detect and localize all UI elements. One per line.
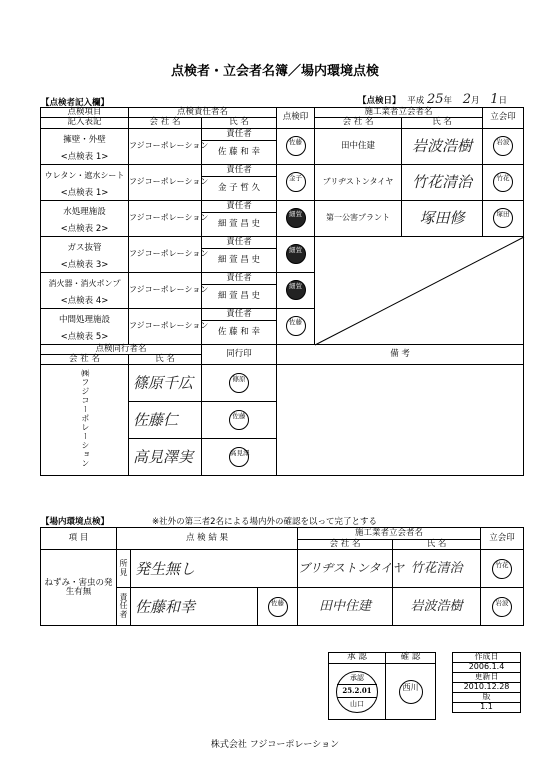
row2-witness-seal-cell (483, 164, 524, 200)
header-item-sub: 記入表記 (41, 118, 129, 128)
header-name: 氏 名 (202, 118, 277, 128)
companion3-name: 高見澤実 (129, 439, 202, 476)
row3-witness-company: 第一公害プラント (315, 200, 402, 236)
date-day-unit: 日 (498, 96, 507, 106)
row3-seal-cell (277, 200, 315, 236)
companion2-name: 佐藤仁 (129, 402, 202, 439)
row3-sheet: <点検表 2> (41, 224, 129, 236)
env-header-name: 氏 名 (393, 540, 481, 550)
env-item: ねずみ・害虫の発生有無 (41, 550, 117, 626)
confirm-header: 確 認 (386, 653, 436, 664)
row4-company: フジコーポレーション (129, 236, 202, 272)
row1-name: 佐 藤 和 幸 (202, 140, 277, 164)
companion2-seal: 佐藤 (229, 410, 249, 430)
env-header-witness: 施工業者立会者名 (298, 528, 481, 540)
companion2-seal-cell (202, 402, 277, 439)
updated-label: 更新日 (453, 673, 521, 683)
companion1-seal-cell (202, 365, 277, 402)
created-label: 作成日 (453, 653, 521, 663)
row2-witness-company: ブリヂストンタイヤ (315, 164, 402, 200)
edition-value: 1.1 (453, 703, 521, 713)
row6-item: 中間処理施設 (41, 308, 129, 332)
updated-date: 2010.12.28 (453, 683, 521, 693)
row6-seal: 佐藤 (286, 316, 306, 336)
inspection-date (358, 92, 507, 107)
row3-witness-seal-cell (483, 200, 524, 236)
row4-item: ガス抜管 (41, 236, 129, 260)
environment-table (40, 527, 524, 626)
header-responsible: 点検責任者名 (129, 108, 277, 118)
row2-seal-cell (277, 164, 315, 200)
env-w2-seal: 岩波 (492, 597, 512, 617)
env-header-seal: 立会印 (481, 528, 524, 550)
date-month: 2 (462, 92, 471, 107)
row4-role: 責任者 (202, 236, 277, 248)
row2-witness-name: 竹花清治 (402, 164, 483, 200)
companion-company: ㈱フジコーポレーション (80, 369, 90, 469)
row5-seal-cell (277, 272, 315, 308)
env-responsible: 佐藤和幸 (131, 588, 258, 626)
companion1-name: 篠原千広 (129, 365, 202, 402)
row2-sheet: <点検表 1> (41, 188, 129, 200)
env-w1-name: 竹花清治 (393, 550, 481, 588)
header-witness-seal: 立会印 (483, 108, 524, 129)
header-witness-company: 会 社 名 (315, 118, 402, 128)
companion3-seal: 高見澤 (229, 447, 249, 467)
row1-witness-company: 田中住建 (315, 128, 402, 164)
env-w2-company: 田中住建 (298, 588, 393, 626)
row3-witness-name: 塚田修 (402, 200, 483, 236)
row4-seal: 細萱 (286, 244, 306, 264)
row5-item: 消火器・消火ポンプ (41, 272, 129, 296)
companion-company-header: 会 社 名 (41, 355, 129, 365)
approve-stamp (336, 671, 378, 713)
approval-table (328, 652, 436, 720)
env-finding: 発生無し (131, 550, 298, 588)
companion-seal-header: 同行印 (202, 344, 277, 365)
page-title: 点検者・立会者名簿／場内環境点検 (170, 64, 379, 79)
row2-item: ウレタン・遮水シート (41, 164, 129, 188)
row2-company: フジコーポレーション (129, 164, 202, 200)
env-header-result: 点 検 結 果 (117, 528, 298, 550)
row6-sheet: <点検表 5> (41, 332, 129, 344)
row6-company: フジコーポレーション (129, 308, 202, 344)
footer-company: 株式会社 フジコーポレーション (210, 740, 340, 750)
env-responsible-label: 責任者 (117, 588, 131, 626)
approve-header: 承 認 (329, 653, 386, 664)
companion-name-header: 氏 名 (129, 355, 202, 365)
row4-seal-cell (277, 236, 315, 272)
row3-role: 責任者 (202, 200, 277, 212)
env-w1-seal: 竹花 (492, 559, 512, 579)
row5-name: 細 萱 昌 史 (202, 284, 277, 308)
row6-name: 佐 藤 和 幸 (202, 320, 277, 344)
env-responsible-seal: 佐藤 (268, 597, 288, 617)
row1-seal: 佐藤 (286, 136, 306, 156)
diagonal-line (315, 237, 524, 345)
row3-item: 水処理施設 (41, 200, 129, 224)
row1-seal-cell (277, 128, 315, 164)
header-witness: 施工業者立会者名 (315, 108, 483, 118)
row1-item: 擁壁・外壁 (41, 128, 129, 152)
header-item: 点検項目 (41, 108, 129, 118)
row1-sheet: <点検表 1> (41, 152, 129, 164)
row6-role: 責任者 (202, 308, 277, 320)
approve-stamp-cell (329, 664, 386, 720)
env-responsible-seal-cell (258, 588, 298, 626)
row2-seal: 金子 (286, 172, 306, 192)
date-era: 平成 (407, 96, 425, 106)
row4-sheet: <点検表 3> (41, 260, 129, 272)
row1-role: 責任者 (202, 128, 277, 140)
row3-company: フジコーポレーション (129, 200, 202, 236)
header-company: 会 社 名 (129, 118, 202, 128)
env-header-item: 項 目 (41, 528, 117, 550)
witness-blank-area (315, 236, 524, 344)
edition-label: 版 (453, 693, 521, 703)
row5-sheet: <点検表 4> (41, 296, 129, 308)
env-w2-seal-cell (481, 588, 524, 626)
remarks-cell[interactable] (277, 365, 524, 476)
remarks-header: 備 考 (277, 344, 524, 365)
confirm-stamp: 西川 (399, 680, 423, 704)
row6-seal-cell (277, 308, 315, 344)
row2-witness-seal: 竹花 (493, 172, 513, 192)
row4-name: 細 萱 昌 史 (202, 248, 277, 272)
companion-company-cell (41, 365, 129, 476)
row3-name: 細 萱 昌 史 (202, 212, 277, 236)
confirm-stamp-cell (386, 664, 436, 720)
approve-stamp-name: 山口 (350, 699, 364, 708)
date-day: 1 (490, 92, 499, 107)
env-w1-company: ブリヂストンタイヤ (298, 550, 393, 588)
section1-label: 【点検者記入欄】 (41, 98, 110, 108)
header-seal: 点検印 (277, 108, 315, 129)
row1-witness-seal-cell (483, 128, 524, 164)
row3-witness-seal: 塚田 (493, 208, 513, 228)
approve-stamp-date: 25.2.01 (337, 684, 377, 698)
header-witness-name: 氏 名 (402, 118, 483, 128)
row1-company: フジコーポレーション (129, 128, 202, 164)
row2-role: 責任者 (202, 164, 277, 176)
date-label: 【点検日】 (358, 96, 401, 106)
env-header-company: 会 社 名 (298, 540, 393, 550)
version-table (452, 652, 521, 713)
row1-witness-seal: 岩波 (493, 136, 513, 156)
row3-seal: 細萱 (286, 208, 306, 228)
section2-note: ※社外の第三者2名による場内外の確認を以って完了とする (152, 517, 378, 527)
companion1-seal: 篠原 (229, 373, 249, 393)
env-finding-label: 所見 (117, 550, 131, 588)
approve-stamp-top: 承認 (350, 673, 364, 682)
date-year-unit: 年 (443, 96, 452, 106)
inspector-table (40, 107, 524, 476)
row5-role: 責任者 (202, 272, 277, 284)
companion3-seal-cell (202, 439, 277, 476)
created-date: 2006.1.4 (453, 663, 521, 673)
date-month-unit: 月 (470, 96, 480, 106)
row2-name: 金 子 哲 久 (202, 176, 277, 200)
env-w2-name: 岩波浩樹 (393, 588, 481, 626)
section2-label: 【場内環境点検】 (41, 517, 110, 527)
companion-header: 点検同行者名 (41, 344, 202, 354)
date-year: 25 (426, 92, 444, 107)
env-w1-seal-cell (481, 550, 524, 588)
row5-company: フジコーポレーション (129, 272, 202, 308)
row5-seal: 細萱 (286, 280, 306, 300)
row1-witness-name: 岩波浩樹 (402, 128, 483, 164)
